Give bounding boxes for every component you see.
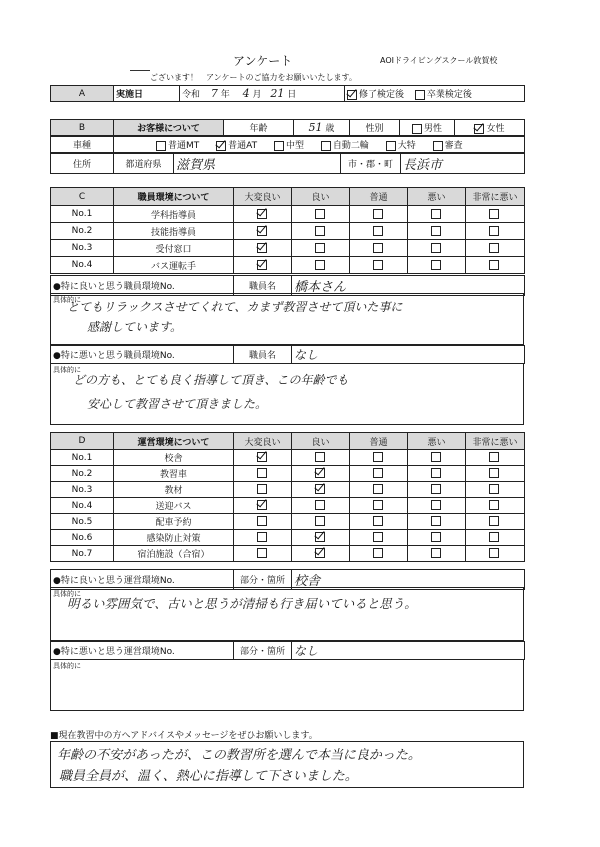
city-field[interactable] (401, 154, 525, 174)
rating-checkbox[interactable] (257, 548, 267, 558)
section-c-label: C (51, 188, 114, 206)
year-unit: 年 (220, 90, 230, 100)
checkbox-sotsugyo[interactable] (415, 90, 425, 100)
table-row (51, 514, 525, 530)
row-no: No.1 (51, 450, 114, 466)
rating-checkbox[interactable] (373, 226, 383, 236)
c-good-staff-value: 橋本さん (294, 280, 347, 295)
c-bad-staff-value: なし (294, 348, 319, 362)
vehicle-option: 審査 (444, 141, 463, 151)
row-name: 技能指導員 (114, 223, 234, 240)
row-no: No.6 (51, 530, 114, 546)
col-header: 普通 (350, 433, 408, 450)
rating-checkbox[interactable] (257, 452, 267, 462)
table-row (51, 257, 525, 274)
c-bad-table (50, 345, 525, 364)
rating-checkbox[interactable] (373, 209, 383, 219)
rating-checkbox[interactable] (315, 484, 325, 494)
row-name: 教材 (114, 482, 234, 498)
address-table (50, 153, 525, 174)
row-name: 教習車 (114, 466, 234, 482)
row-no: No.7 (51, 546, 114, 562)
row-name: 宿泊施設（合宿） (114, 546, 234, 562)
col-header: 良い (292, 433, 350, 450)
row-no: No.2 (51, 466, 114, 482)
checkbox-female[interactable] (474, 124, 484, 134)
rating-checkbox[interactable] (489, 548, 499, 558)
table-row (51, 206, 525, 223)
vehicle-option: 普通MT (168, 141, 200, 151)
checkbox-futsu-at[interactable] (216, 141, 226, 151)
rating-checkbox[interactable] (431, 452, 441, 462)
rating-checkbox[interactable] (489, 260, 499, 270)
rating-checkbox[interactable] (489, 209, 499, 219)
opt-shuryo-label: 修了検定後 (359, 90, 405, 100)
row-no: No.3 (51, 240, 114, 257)
age-field[interactable] (294, 120, 350, 136)
row-no: No.2 (51, 223, 114, 240)
table-row (51, 482, 525, 498)
rating-checkbox[interactable] (373, 516, 383, 526)
c-bad-text-line2: 安心して教習させて頂きました。 (87, 397, 268, 411)
checkbox-futsu-mt[interactable] (156, 141, 166, 151)
row-no: No.4 (51, 498, 114, 514)
advice-text-line1: 年齢の不安があったが、この教習所を選んで本当に良かった。 (57, 748, 421, 763)
c-good-text-line2: 感謝しています。 (87, 320, 183, 334)
checkbox-shinsa[interactable] (433, 141, 443, 151)
detail-label: 具体的に (53, 366, 81, 374)
table-row (51, 530, 525, 546)
place-label: 部分・箇所 (234, 570, 292, 590)
staff-label: 職員名 (234, 276, 292, 296)
col-header: 非常に悪い (466, 188, 525, 206)
vehicle-label: 車種 (51, 137, 114, 153)
vehicle-option: 普通AT (228, 141, 258, 151)
detail-label: 具体的に (53, 590, 81, 598)
rating-checkbox[interactable] (257, 243, 267, 253)
vehicle-table (50, 136, 525, 153)
rating-checkbox[interactable] (315, 243, 325, 253)
d-bad-place-value: なし (294, 644, 319, 658)
rating-checkbox[interactable] (431, 468, 441, 478)
rating-checkbox[interactable] (431, 516, 441, 526)
staff-label: 職員名 (234, 346, 292, 364)
row-no: No.1 (51, 206, 114, 223)
rating-checkbox[interactable] (315, 516, 325, 526)
section-b-title: お客様について (114, 120, 224, 136)
section-c-table (50, 187, 525, 274)
rating-checkbox[interactable] (257, 226, 267, 236)
section-c-title: 職員環境について (114, 188, 234, 206)
gender-label: 性別 (350, 120, 400, 136)
c-bad-staff-field[interactable] (292, 346, 525, 364)
table-row (51, 498, 525, 514)
section-d-table (50, 432, 525, 562)
table-row (51, 546, 525, 562)
rating-checkbox[interactable] (373, 532, 383, 542)
row-name: 送迎バス (114, 498, 234, 514)
rating-checkbox[interactable] (315, 452, 325, 462)
rating-checkbox[interactable] (315, 548, 325, 558)
advice-label: ■現在教習中の方へアドバイスやメッセージをぜひお願いします。 (50, 731, 318, 741)
vehicle-option: 自動二輪 (332, 141, 369, 151)
rating-checkbox[interactable] (489, 243, 499, 253)
age-label: 年齢 (224, 120, 294, 136)
rating-checkbox[interactable] (431, 484, 441, 494)
row-no: No.3 (51, 482, 114, 498)
vehicle-option: 中型 (285, 141, 304, 151)
c-good-label: ●特に良いと思う職員環境No. (51, 276, 234, 296)
rating-checkbox[interactable] (373, 548, 383, 558)
col-header: 大変良い (234, 433, 292, 450)
advice-box[interactable] (50, 741, 524, 788)
section-b-table (50, 119, 525, 136)
section-d-label: D (51, 433, 114, 450)
female-label: 女性 (486, 124, 505, 134)
rating-checkbox[interactable] (257, 209, 267, 219)
age-unit: 歳 (325, 124, 335, 134)
rating-checkbox[interactable] (489, 468, 499, 478)
rating-checkbox[interactable] (373, 500, 383, 510)
rating-checkbox[interactable] (431, 500, 441, 510)
pref-field[interactable] (174, 154, 341, 174)
d-bad-place-field[interactable] (292, 642, 525, 660)
row-name: 受付窓口 (114, 240, 234, 257)
rating-checkbox[interactable] (489, 452, 499, 462)
rating-checkbox[interactable] (315, 260, 325, 270)
d-good-label: ●特に良いと思う運営環境No. (51, 570, 234, 590)
d-good-place-value: 校舎 (294, 574, 321, 589)
city-label: 市・郡・町 (341, 154, 401, 174)
rating-checkbox[interactable] (257, 260, 267, 270)
rating-checkbox[interactable] (489, 532, 499, 542)
day-value: 21 (270, 87, 285, 100)
month-value: 4 (242, 87, 250, 100)
advice-text-line2: 職員全員が、温く、熱心に指導して下さいました。 (59, 769, 358, 784)
detail-label: 具体的に (53, 296, 81, 304)
rating-checkbox[interactable] (489, 226, 499, 236)
section-a-label: A (51, 86, 114, 102)
row-no: No.5 (51, 514, 114, 530)
rating-checkbox[interactable] (257, 468, 267, 478)
d-bad-table (50, 641, 525, 660)
strike-mark (130, 70, 150, 71)
d-bad-detail-box[interactable] (50, 659, 524, 711)
place-label: 部分・箇所 (234, 642, 292, 660)
col-header: 非常に悪い (466, 433, 525, 450)
month-unit: 月 (252, 90, 262, 100)
rating-checkbox[interactable] (431, 532, 441, 542)
rating-checkbox[interactable] (373, 484, 383, 494)
checkbox-daitoku[interactable] (386, 141, 396, 151)
c-good-text-line1: とてもリラックスさせてくれて、カまず教習させて頂いた事に (67, 300, 403, 314)
c-bad-label: ●特に悪いと思う職員環境No. (51, 346, 234, 364)
rating-checkbox[interactable] (257, 516, 267, 526)
rating-checkbox[interactable] (257, 532, 267, 542)
row-name: 配車予約 (114, 514, 234, 530)
rating-checkbox[interactable] (431, 209, 441, 219)
rating-checkbox[interactable] (373, 243, 383, 253)
c-bad-detail-box[interactable] (50, 363, 524, 425)
checkbox-shuryo[interactable] (347, 90, 357, 100)
rating-checkbox[interactable] (373, 452, 383, 462)
rating-checkbox[interactable] (315, 226, 325, 236)
d-good-detail-box[interactable] (50, 587, 524, 641)
rating-checkbox[interactable] (431, 260, 441, 270)
rating-checkbox[interactable] (315, 500, 325, 510)
rating-checkbox[interactable] (373, 260, 383, 270)
row-name: バス運転手 (114, 257, 234, 274)
checkbox-chugata[interactable] (274, 141, 284, 151)
row-name: 校舎 (114, 450, 234, 466)
rating-checkbox[interactable] (489, 516, 499, 526)
page-title: アンケート (233, 54, 293, 68)
year-value: 7 (210, 87, 218, 100)
rating-checkbox[interactable] (489, 484, 499, 494)
table-row (51, 466, 525, 482)
c-bad-text-line1: どの方も、とても良く指導して頂き、この年齢でも (73, 373, 349, 387)
vehicle-option: 大特 (397, 141, 416, 151)
day-unit: 日 (287, 90, 297, 100)
col-header: 良い (292, 188, 350, 206)
address-label: 住所 (51, 154, 114, 174)
school-name: AOIドライビングスクール敦賀校 (380, 56, 498, 65)
checkbox-male[interactable] (412, 124, 422, 134)
pref-label: 都道府県 (114, 154, 174, 174)
row-name: 感染防止対策 (114, 530, 234, 546)
rating-checkbox[interactable] (373, 468, 383, 478)
greeting-text: ございます！ アンケートのご協力をお願いいたします。 (150, 73, 357, 82)
section-b-label: B (51, 120, 114, 136)
row-no: No.4 (51, 257, 114, 274)
table-row (51, 450, 525, 466)
rating-checkbox[interactable] (431, 548, 441, 558)
detail-label: 具体的に (53, 662, 81, 670)
male-label: 男性 (423, 124, 442, 134)
checkbox-nirin[interactable] (321, 141, 331, 151)
rating-checkbox[interactable] (257, 500, 267, 510)
era: 令和 (182, 90, 201, 100)
table-row (51, 240, 525, 257)
table-row (51, 223, 525, 240)
col-header: 普通 (350, 188, 408, 206)
rating-checkbox[interactable] (431, 243, 441, 253)
c-good-detail-box[interactable] (50, 293, 524, 345)
rating-checkbox[interactable] (315, 532, 325, 542)
row-name: 学科指導員 (114, 206, 234, 223)
date-label: 実施日 (114, 86, 180, 102)
col-header: 大変良い (234, 188, 292, 206)
date-field[interactable] (180, 86, 345, 102)
col-header: 悪い (408, 433, 466, 450)
rating-checkbox[interactable] (315, 468, 325, 478)
city-value: 長浜市 (403, 158, 443, 173)
section-a-table (50, 85, 525, 102)
rating-checkbox[interactable] (431, 226, 441, 236)
age-value: 51 (308, 121, 323, 134)
rating-checkbox[interactable] (315, 209, 325, 219)
rating-checkbox[interactable] (489, 500, 499, 510)
rating-checkbox[interactable] (257, 484, 267, 494)
section-d-title: 運営環境について (114, 433, 234, 450)
pref-value: 滋賀県 (176, 158, 216, 173)
opt-sotsugyo-label: 卒業検定後 (426, 90, 472, 100)
col-header: 悪い (408, 188, 466, 206)
d-good-text: 明るい雰囲気で、古いと思うが清掃も行き届いていると思う。 (67, 596, 417, 611)
d-bad-label: ●特に悪いと思う運営環境No. (51, 642, 234, 660)
